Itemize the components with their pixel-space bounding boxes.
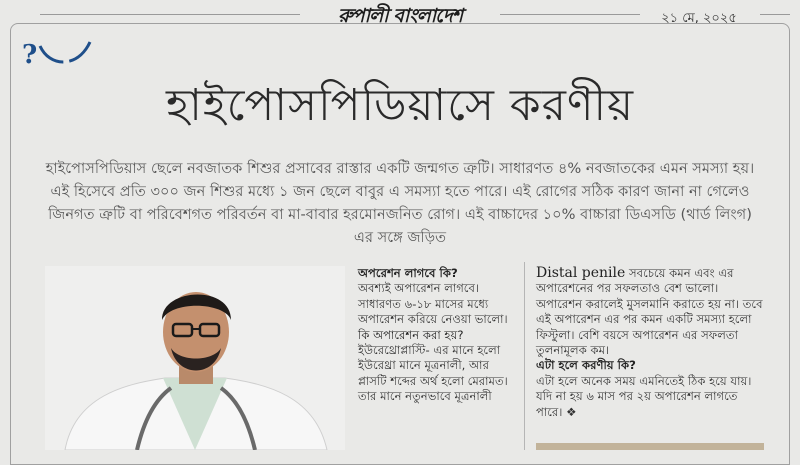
column-divider bbox=[524, 262, 525, 450]
answer-what-to-do: এটা হলে অনেক সময় এমনিতেই ঠিক হয়ে যায়। যদি না হয় ৬ মাস পর ২য় অপারেশন লাগতে পারে। ❖ bbox=[536, 373, 752, 419]
article-intro: হাইপোসপিডিয়াস ছেলে নবজাতক শিশুর প্রসাবের রাস্তার একটি জন্মগত ত্রুটি। সাধারণত ৪% নবজাতকের এমন সমস্যা হয়। এই হিসেবে প্রতি ৩০০ জন শিশুর মধ্যে ১ জন ছেলে বাবুর এ সমস্যা হতে পারে। এই রোগের সঠিক কারণ জানা না গেলেও জিনগত ত্রুটি বা পরিবেশগত পরিবর্তন বা মা-বাবার হরমোনজনিত রোগ। এই বাচ্চাদের ১০% বাচ্চারা ডিএসডি (থার্ড লিংগ) এর সঙ্গে জড়িত bbox=[45, 160, 755, 246]
issue-date: ২১ মে, ২০২৫ bbox=[640, 9, 758, 25]
answer-which-operation: ইউরেথ্রোপ্লাস্টি- এর মানে হলো ইউরেথ্রা মানে মূত্রনালী, আর প্লাসটি শব্দের অর্থ হলো মেরামত। তার মানে নতুনভাবে মূত্রনালী bbox=[358, 343, 508, 404]
quote-icon: ? bbox=[22, 40, 38, 70]
article-column-2 bbox=[536, 266, 764, 420]
question-what-to-do: এটা হলে করণীয় কি? bbox=[536, 358, 636, 373]
decorative-bar bbox=[536, 443, 764, 450]
doctor-photo bbox=[45, 266, 345, 450]
question-which-operation: কি অপারেশন করা হয়? bbox=[358, 327, 464, 342]
decorative-arc-icon bbox=[38, 38, 98, 68]
latin-term: Distal penile bbox=[536, 265, 626, 281]
newspaper-masthead: রুপালী বাংলাদেশ bbox=[305, 2, 495, 26]
article-column-1 bbox=[358, 266, 518, 405]
header-rule-right bbox=[760, 14, 790, 15]
answer-operation-needed: অবশ্যই অপারেশন লাগবে। সাধারণত ৬-১৮ মাসের মধ্যে অপারেশন করিয়ে নেওয়া ভালো। bbox=[358, 281, 508, 327]
header-rule-mid bbox=[500, 14, 640, 15]
paragraph-distal-penile bbox=[536, 266, 764, 358]
article-headline: হাইপোসপিডিয়াসে করণীয় bbox=[165, 80, 635, 131]
paragraph-distal-penile-text: সবচেয়ে কমন এবং এর অপারেশনের পর সফলতাও বেশ ভালো। অপারেশন করালেই মুসলমানি করাতে হয় না। তবে এই অপারেশন এর পর কমন একটি সমস্যা হলো ফিস্টুলা। বেশি বয়সে অপারেশন এর সফলতা তুলনামূলক কম। bbox=[536, 266, 763, 358]
header-rule-left bbox=[40, 14, 300, 15]
question-operation-needed: অপরেশন লাগবে কি? bbox=[358, 266, 458, 280]
